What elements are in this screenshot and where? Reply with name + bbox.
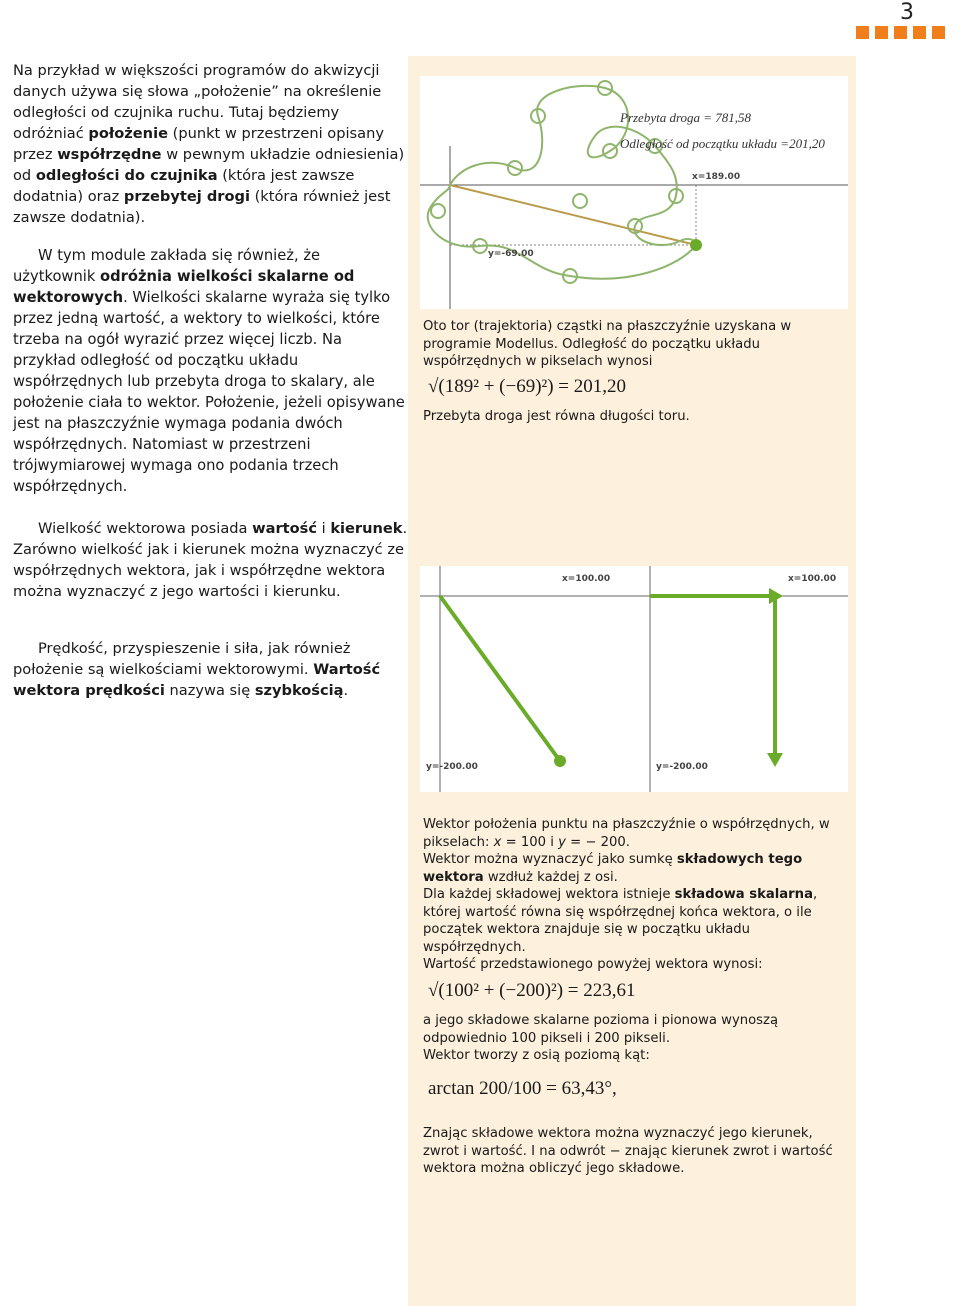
components-text: a jego składowe skalarne pozioma i pionowa wynoszą odpowiednio 100 pikseli i 200 pikseli. Wektor tworzy z osią poziomą kąt: <box>423 1013 779 1063</box>
closing-paragraph: Znając składowe wektora można wyznaczyć jego kierunek, zwrot i wartość. I na odwrót − znając kierunek zwrot i wartość wektora można obliczyć jego składowe. <box>423 1126 833 1176</box>
vector-explanation <box>423 816 843 974</box>
vector-plot <box>420 566 848 792</box>
current-position-marker <box>690 239 702 251</box>
scalar-component-paragraph: Dla każdej składowej wektora istnieje składowa skalarna, której wartość równa się współrzędnej końca wektora, o ile początek wektora znajduje się w początku układu współrzędnych. <box>423 887 818 955</box>
page-number: 3 <box>900 0 914 25</box>
right-y-label: y=-200.00 <box>656 762 708 772</box>
magnitude-formula: √(100² + (−200)²) = 223,61 <box>428 980 636 1001</box>
decorative-squares <box>856 26 945 39</box>
origin-distance-label: Odległość od początku układu =201,20 <box>620 136 825 151</box>
paragraph-velocity: Prędkość, przyspieszenie i siła, jak również położenie są wielkościami wektorowymi. Wartość wektora prędkości nazywa się szybkością. <box>13 640 381 699</box>
trajectory-figure <box>420 76 848 309</box>
left-y-label: y=-200.00 <box>426 762 478 772</box>
paragraph-position: Na przykład w większości programów do akwizycji danych używa się słowa „położenie” na określenie odległości od czujnika ruchu. Tutaj będziemy odróżniać położenie (punkt w przestrzeni opisany przez współrzędne w pewnym układzie odniesienia) od odległości do czujnika (która jest zawsze dodatnia) oraz przebytej drogi (która również jest zawsze dodatnia). <box>13 62 405 226</box>
path-length-note: Przebyta droga jest równa długości toru. <box>423 409 690 424</box>
position-vector-left <box>440 596 560 761</box>
left-x-label: x=100.00 <box>562 574 611 584</box>
vertical-arrowhead <box>767 753 783 767</box>
y-coordinate-label: y=-69.00 <box>488 249 534 259</box>
vector-coords-paragraph: Wektor położenia punktu na płaszczyźnie o współrzędnych, w pikselach: x = 100 i y = − 200. <box>423 817 830 850</box>
distance-label: Przebyta droga = 781,58 <box>620 110 752 125</box>
vector-endpoint-left <box>554 755 566 767</box>
vector-sum-paragraph: Wektor można wyznaczyć jako sumkę składowych tego wektora wzdłuż każdej z osi. <box>423 852 803 885</box>
distance-formula: √(189² + (−69)²) = 201,20 <box>428 376 627 397</box>
trajectory-caption: Oto tor (trajektoria) cząstki na płaszczyźnie uzyskana w programie Modellus. Odległość do początku układu współrzędnych w pikselach wynosi <box>423 319 792 369</box>
position-vector <box>450 185 696 245</box>
vector-figure <box>420 566 848 792</box>
x-coordinate-label: x=189.00 <box>692 172 741 182</box>
right-x-label: x=100.00 <box>788 574 837 584</box>
paragraph-vector-magnitude: Wielkość wektorowa posiada wartość i kierunek. Zarówno wielkość jak i kierunek można wyznaczyć ze współrzędnych wektora, jak i współrzędne wektora można wyznaczyć z jego wartości i kierunku. <box>13 520 408 600</box>
magnitude-intro: Wartość przedstawionego powyżej wektora wynosi: <box>423 957 763 972</box>
paragraph-scalars-vectors: W tym module zakłada się również, że użytkownik odróżnia wielkości skalarne od wektorowych. Wielkości skalarne wyraża się tylko przez jedną wartość, a wektory to wielkości, które trzeba na ogół wyrazić przez więcej liczb. Na przykład odległość od początku układu współrzędnych lub przebyta droga to skalary, ale położenie ciała to wektor. Położenie, jeżeli opisywane jest na płaszczyźnie wymaga podania dwóch współrzędnych. Natomiast w przestrzeni trójwymiarowej wymaga ono podania trzech współrzędnych. <box>13 247 405 495</box>
angle-formula: arctan 200/100 = 63,43°, <box>428 1078 617 1099</box>
